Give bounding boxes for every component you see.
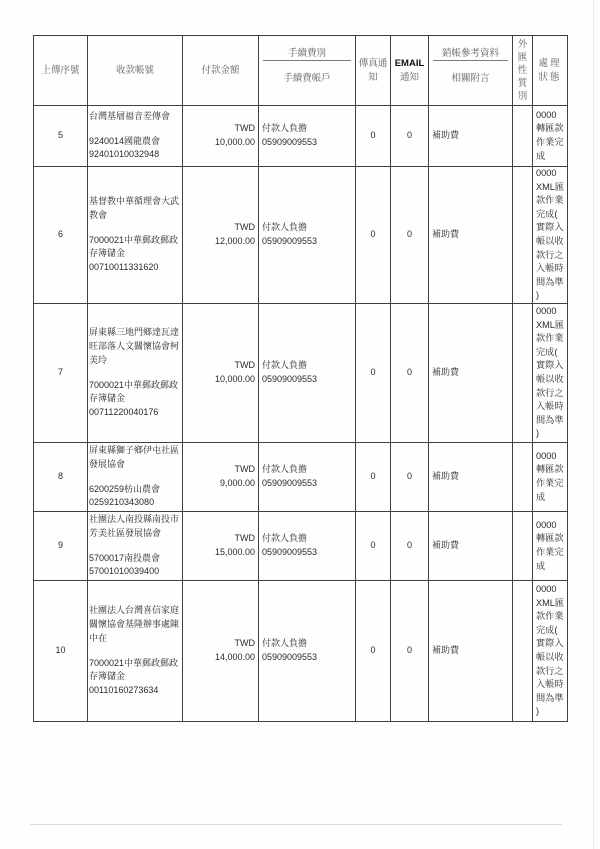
- account-number: 00711220040176: [89, 407, 159, 418]
- fee-type: 付款人負擔: [262, 123, 308, 134]
- amount-cell: [183, 581, 259, 722]
- fax-notice: 0: [356, 581, 391, 722]
- memo: 補助費: [429, 106, 513, 167]
- header-payee-account: 收款帳號: [88, 36, 183, 106]
- fee-account: 05909009553: [262, 478, 318, 488]
- amount-cell: [183, 106, 259, 167]
- fee-type: 付款人負擔: [262, 464, 308, 475]
- fx-type-cell: [513, 512, 533, 581]
- fax-notice: 0: [356, 443, 391, 512]
- fee-cell: [259, 512, 356, 581]
- memo: 補助費: [429, 167, 513, 304]
- status-code: 0000: [536, 306, 557, 317]
- currency: TWD: [234, 533, 255, 544]
- header-fee: [259, 36, 356, 106]
- seq-cell: 8: [34, 443, 88, 512]
- table-body: [34, 106, 568, 722]
- fee-type: 付款人負擔: [262, 638, 308, 649]
- fee-account: 05909009553: [262, 374, 318, 384]
- amount-value: 14,000.00: [214, 652, 255, 662]
- account-number: 92401010032948: [89, 149, 160, 160]
- status-cell: [533, 443, 568, 512]
- status-code: 0000: [536, 584, 557, 595]
- amount-cell: [183, 304, 259, 443]
- fee-cell: [259, 443, 356, 512]
- bank-name: 5700017南投農會: [89, 552, 161, 563]
- status-message: XML匯款作業完成(實際入帳以收款行之入帳時間為準): [536, 597, 565, 717]
- currency: TWD: [234, 123, 255, 134]
- status-message: XML匯款作業完成(實際入帳以收款行之入帳時間為準): [536, 181, 565, 301]
- status-cell: [533, 304, 568, 443]
- scan-artifact-line: [30, 824, 562, 825]
- table-row: [34, 443, 568, 512]
- currency: TWD: [234, 360, 255, 371]
- fee-type: 付款人負擔: [262, 360, 308, 371]
- payee-name: 台灣基層福音差傳會: [89, 110, 171, 121]
- memo: 補助費: [429, 443, 513, 512]
- table-row: [34, 304, 568, 443]
- header-fx-type: 外匯性質別: [513, 36, 533, 106]
- header-email-notice: 通知: [399, 71, 419, 83]
- header-row: [34, 36, 568, 106]
- fx-type-cell: [513, 581, 533, 722]
- header-email: [391, 36, 429, 106]
- fee-account: 05909009553: [262, 652, 318, 662]
- email-notice: 0: [391, 167, 429, 304]
- payee-name: 社團法人台灣喜信家庭關懷協會基隆辦事處陳中在: [89, 605, 180, 643]
- status-code: 0000: [536, 109, 557, 120]
- seq-cell: 6: [34, 167, 88, 304]
- seq-cell: 9: [34, 512, 88, 581]
- status-code: 0000: [536, 450, 557, 461]
- fx-type-cell: [513, 443, 533, 512]
- amount-cell: [183, 167, 259, 304]
- currency: TWD: [234, 638, 255, 649]
- fee-cell: [259, 167, 356, 304]
- payee-account-cell: [88, 443, 183, 512]
- fax-notice: 0: [356, 512, 391, 581]
- account-number: 57001010039400: [89, 566, 160, 577]
- account-number: 0259210343080: [89, 497, 155, 508]
- fee-account: 05909009553: [262, 547, 318, 557]
- account-number: 00710011331620: [89, 262, 159, 273]
- bank-name: 7000021中華郵政郵政存簿儲金: [89, 379, 179, 404]
- account-number: 00110160273634: [89, 685, 159, 696]
- header-amount: 付款金額: [183, 36, 259, 106]
- header-fax-notice: 傳真通知: [356, 36, 391, 106]
- currency: TWD: [234, 222, 255, 233]
- amount-value: 9,000.00: [219, 478, 255, 488]
- status-code: 0000: [536, 168, 557, 179]
- status-message: 轉匯款作業完成: [536, 123, 564, 161]
- fx-type-cell: [513, 304, 533, 443]
- status-cell: [533, 512, 568, 581]
- header-status: [533, 36, 568, 106]
- seq-cell: 10: [34, 581, 88, 722]
- fx-type-cell: [513, 106, 533, 167]
- fee-account: 05909009553: [262, 236, 318, 246]
- status-cell: [533, 106, 568, 167]
- status-message: 轉匯款作業完成: [536, 464, 564, 502]
- header-memo-ref: 銷帳參考資料: [433, 48, 508, 61]
- status-message: XML匯款作業完成(實際入帳以收款行之入帳時間為準): [536, 319, 565, 439]
- payee-account-cell: [88, 106, 183, 167]
- amount-cell: [183, 443, 259, 512]
- status-cell: [533, 167, 568, 304]
- document-sheet: [33, 35, 567, 722]
- bank-name: 7000021中華郵政郵政存簿儲金: [89, 234, 179, 259]
- email-notice: 0: [391, 512, 429, 581]
- payee-name: 屏東縣三地門鄉達瓦達旺部落人文關懷協會柯美玲: [89, 327, 180, 365]
- fx-type-cell: [513, 167, 533, 304]
- payee-name: 屏東縣獅子鄉伊屯社區發展協會: [89, 444, 180, 469]
- table-row: [34, 167, 568, 304]
- fee-cell: [259, 304, 356, 443]
- memo: 補助費: [429, 512, 513, 581]
- payee-account-cell: [88, 512, 183, 581]
- header-fee-stack: [260, 48, 354, 86]
- amount-value: 15,000.00: [214, 547, 255, 557]
- fee-type: 付款人負擔: [262, 222, 308, 233]
- amount-value: 10,000.00: [214, 137, 255, 147]
- table-row: [34, 512, 568, 581]
- fax-notice: 0: [356, 106, 391, 167]
- payee-account-cell: [88, 581, 183, 722]
- email-notice: 0: [391, 106, 429, 167]
- fax-notice: 0: [356, 304, 391, 443]
- status-message: 轉匯款作業完成: [536, 533, 564, 571]
- seq-cell: 5: [34, 106, 88, 167]
- fee-cell: [259, 106, 356, 167]
- fee-type: 付款人負擔: [262, 533, 308, 544]
- payee-account-cell: [88, 167, 183, 304]
- payee-account-cell: [88, 304, 183, 443]
- header-seq: 上傳序號: [34, 36, 88, 106]
- scan-edge-shadow: [593, 0, 594, 849]
- header-fee-account: 手續費帳戶: [283, 72, 331, 84]
- bank-name: 9240014國龍農會: [89, 135, 161, 146]
- email-notice: 0: [391, 304, 429, 443]
- amount-value: 10,000.00: [214, 374, 255, 384]
- bank-name: 7000021中華郵政郵政存簿儲金: [89, 657, 179, 682]
- fee-account: 05909009553: [262, 137, 318, 147]
- payee-name: 基督教中華循理會大武教會: [89, 196, 180, 220]
- header-status-label: 處理狀態: [538, 57, 562, 83]
- currency: TWD: [234, 464, 255, 475]
- fax-notice: 0: [356, 167, 391, 304]
- amount-cell: [183, 512, 259, 581]
- table-row: [34, 106, 568, 167]
- status-cell: [533, 581, 568, 722]
- email-notice: 0: [391, 581, 429, 722]
- memo: 補助費: [429, 581, 513, 722]
- status-code: 0000: [536, 519, 557, 530]
- email-notice: 0: [391, 443, 429, 512]
- transfer-table: [33, 35, 568, 722]
- fee-cell: [259, 581, 356, 722]
- table-row: [34, 581, 568, 722]
- header-memo: [429, 36, 513, 106]
- header-memo-note: 相關附言: [451, 72, 490, 84]
- memo: 補助費: [429, 304, 513, 443]
- amount-value: 12,000.00: [214, 236, 255, 246]
- header-email-label: EMAIL: [394, 57, 425, 69]
- payee-name: 社團法人南投縣南投市芳美社區發展協會: [89, 513, 180, 538]
- header-memo-stack: [430, 48, 511, 86]
- bank-name: 6200259枋山農會: [89, 483, 161, 494]
- header-fee-type: 手續費別: [263, 48, 351, 61]
- seq-cell: 7: [34, 304, 88, 443]
